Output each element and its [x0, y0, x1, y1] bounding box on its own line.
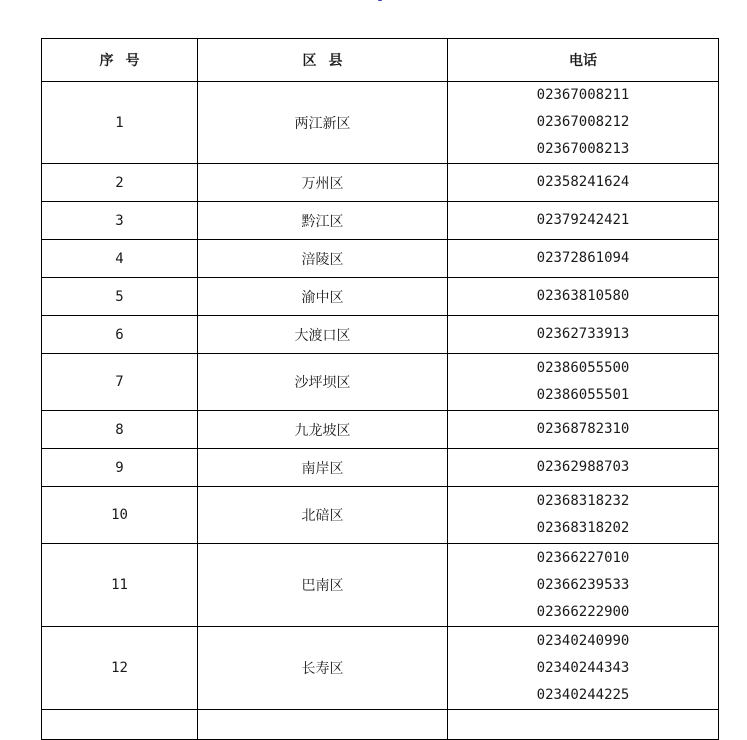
phone-list — [448, 454, 718, 481]
phone-number: 02366222900 — [536, 603, 630, 620]
table-row — [42, 627, 719, 710]
header-index — [42, 39, 198, 82]
phone-number: 02367008212 — [536, 114, 630, 130]
row-phones — [448, 278, 719, 316]
header-district-label: 区县 — [302, 53, 355, 69]
row-phones — [448, 544, 719, 627]
row-district: 渝中区 — [198, 278, 448, 316]
phone-number: 02379242421 — [536, 212, 630, 228]
row-district — [198, 710, 448, 740]
row-district: 南岸区 — [198, 449, 448, 487]
table-body — [42, 82, 719, 740]
phone-number: 02362733913 — [536, 326, 630, 342]
table-row — [42, 240, 719, 278]
row-index: 3 — [42, 202, 198, 240]
row-phones — [448, 627, 719, 710]
phone-list — [448, 169, 718, 196]
row-phones — [448, 316, 719, 354]
phone-number: 02366239533 — [536, 576, 630, 593]
phone-list — [448, 355, 718, 409]
phone-list — [448, 488, 718, 542]
phone-number: 02358241624 — [536, 174, 630, 190]
header-index-label: 序号 — [99, 53, 152, 69]
row-index: 10 — [42, 487, 198, 544]
phone-number: 02363810580 — [536, 288, 630, 304]
row-index: 8 — [42, 411, 198, 449]
phone-number: 02386055501 — [536, 387, 630, 403]
table-row — [42, 164, 719, 202]
phone-number: 02372861094 — [536, 250, 630, 266]
table-row — [42, 487, 719, 544]
row-district: 巴南区 — [198, 544, 448, 627]
phone-list — [448, 207, 718, 234]
phone-number: 02340244225 — [536, 686, 630, 703]
header-phone — [448, 39, 719, 82]
row-district: 长寿区 — [198, 627, 448, 710]
phone-number: 02368782310 — [536, 421, 630, 437]
table-row — [42, 710, 719, 740]
phone-number: 02366227010 — [536, 549, 630, 566]
row-index: 5 — [42, 278, 198, 316]
phone-number: 02367008211 — [536, 87, 630, 103]
row-phones — [448, 202, 719, 240]
phone-list — [448, 245, 718, 272]
row-index: 7 — [42, 354, 198, 411]
row-district: 九龙坡区 — [198, 411, 448, 449]
row-phones — [448, 240, 719, 278]
row-index: 6 — [42, 316, 198, 354]
row-phones — [448, 487, 719, 544]
row-district: 北碚区 — [198, 487, 448, 544]
table-row — [42, 316, 719, 354]
row-district: 两江新区 — [198, 82, 448, 164]
phone-list — [448, 545, 718, 626]
row-index: 11 — [42, 544, 198, 627]
table-row — [42, 202, 719, 240]
row-index: 4 — [42, 240, 198, 278]
phone-number: 02367008213 — [536, 141, 630, 157]
district-contact-table — [41, 38, 719, 740]
table-row — [42, 82, 719, 164]
row-phones — [448, 449, 719, 487]
phone-list — [448, 283, 718, 310]
row-phones — [448, 411, 719, 449]
row-phones — [448, 710, 719, 740]
phone-list — [448, 416, 718, 443]
row-index: 9 — [42, 449, 198, 487]
row-district: 黔江区 — [198, 202, 448, 240]
row-index — [42, 710, 198, 740]
phone-list — [448, 321, 718, 348]
phone-list — [448, 82, 718, 163]
top-edge-mark — [378, 0, 382, 1]
row-index: 1 — [42, 82, 198, 164]
row-index: 12 — [42, 627, 198, 710]
table-row — [42, 411, 719, 449]
table-row — [42, 354, 719, 411]
phone-number: 02386055500 — [536, 360, 630, 376]
header-district — [198, 39, 448, 82]
phone-number: 02362988703 — [536, 459, 630, 475]
row-district: 大渡口区 — [198, 316, 448, 354]
header-phone-label: 电话 — [569, 53, 597, 69]
table-row — [42, 544, 719, 627]
phone-number: 02340240990 — [536, 632, 630, 649]
table-row — [42, 449, 719, 487]
table-header-row — [42, 39, 719, 82]
phone-number: 02368318202 — [536, 520, 630, 536]
phone-number: 02340244343 — [536, 659, 630, 676]
row-phones — [448, 354, 719, 411]
row-phones — [448, 164, 719, 202]
phone-number: 02368318232 — [536, 493, 630, 509]
row-phones — [448, 82, 719, 164]
table-row — [42, 278, 719, 316]
phone-list — [448, 628, 718, 709]
row-district: 涪陵区 — [198, 240, 448, 278]
row-district: 沙坪坝区 — [198, 354, 448, 411]
row-district: 万州区 — [198, 164, 448, 202]
row-index: 2 — [42, 164, 198, 202]
